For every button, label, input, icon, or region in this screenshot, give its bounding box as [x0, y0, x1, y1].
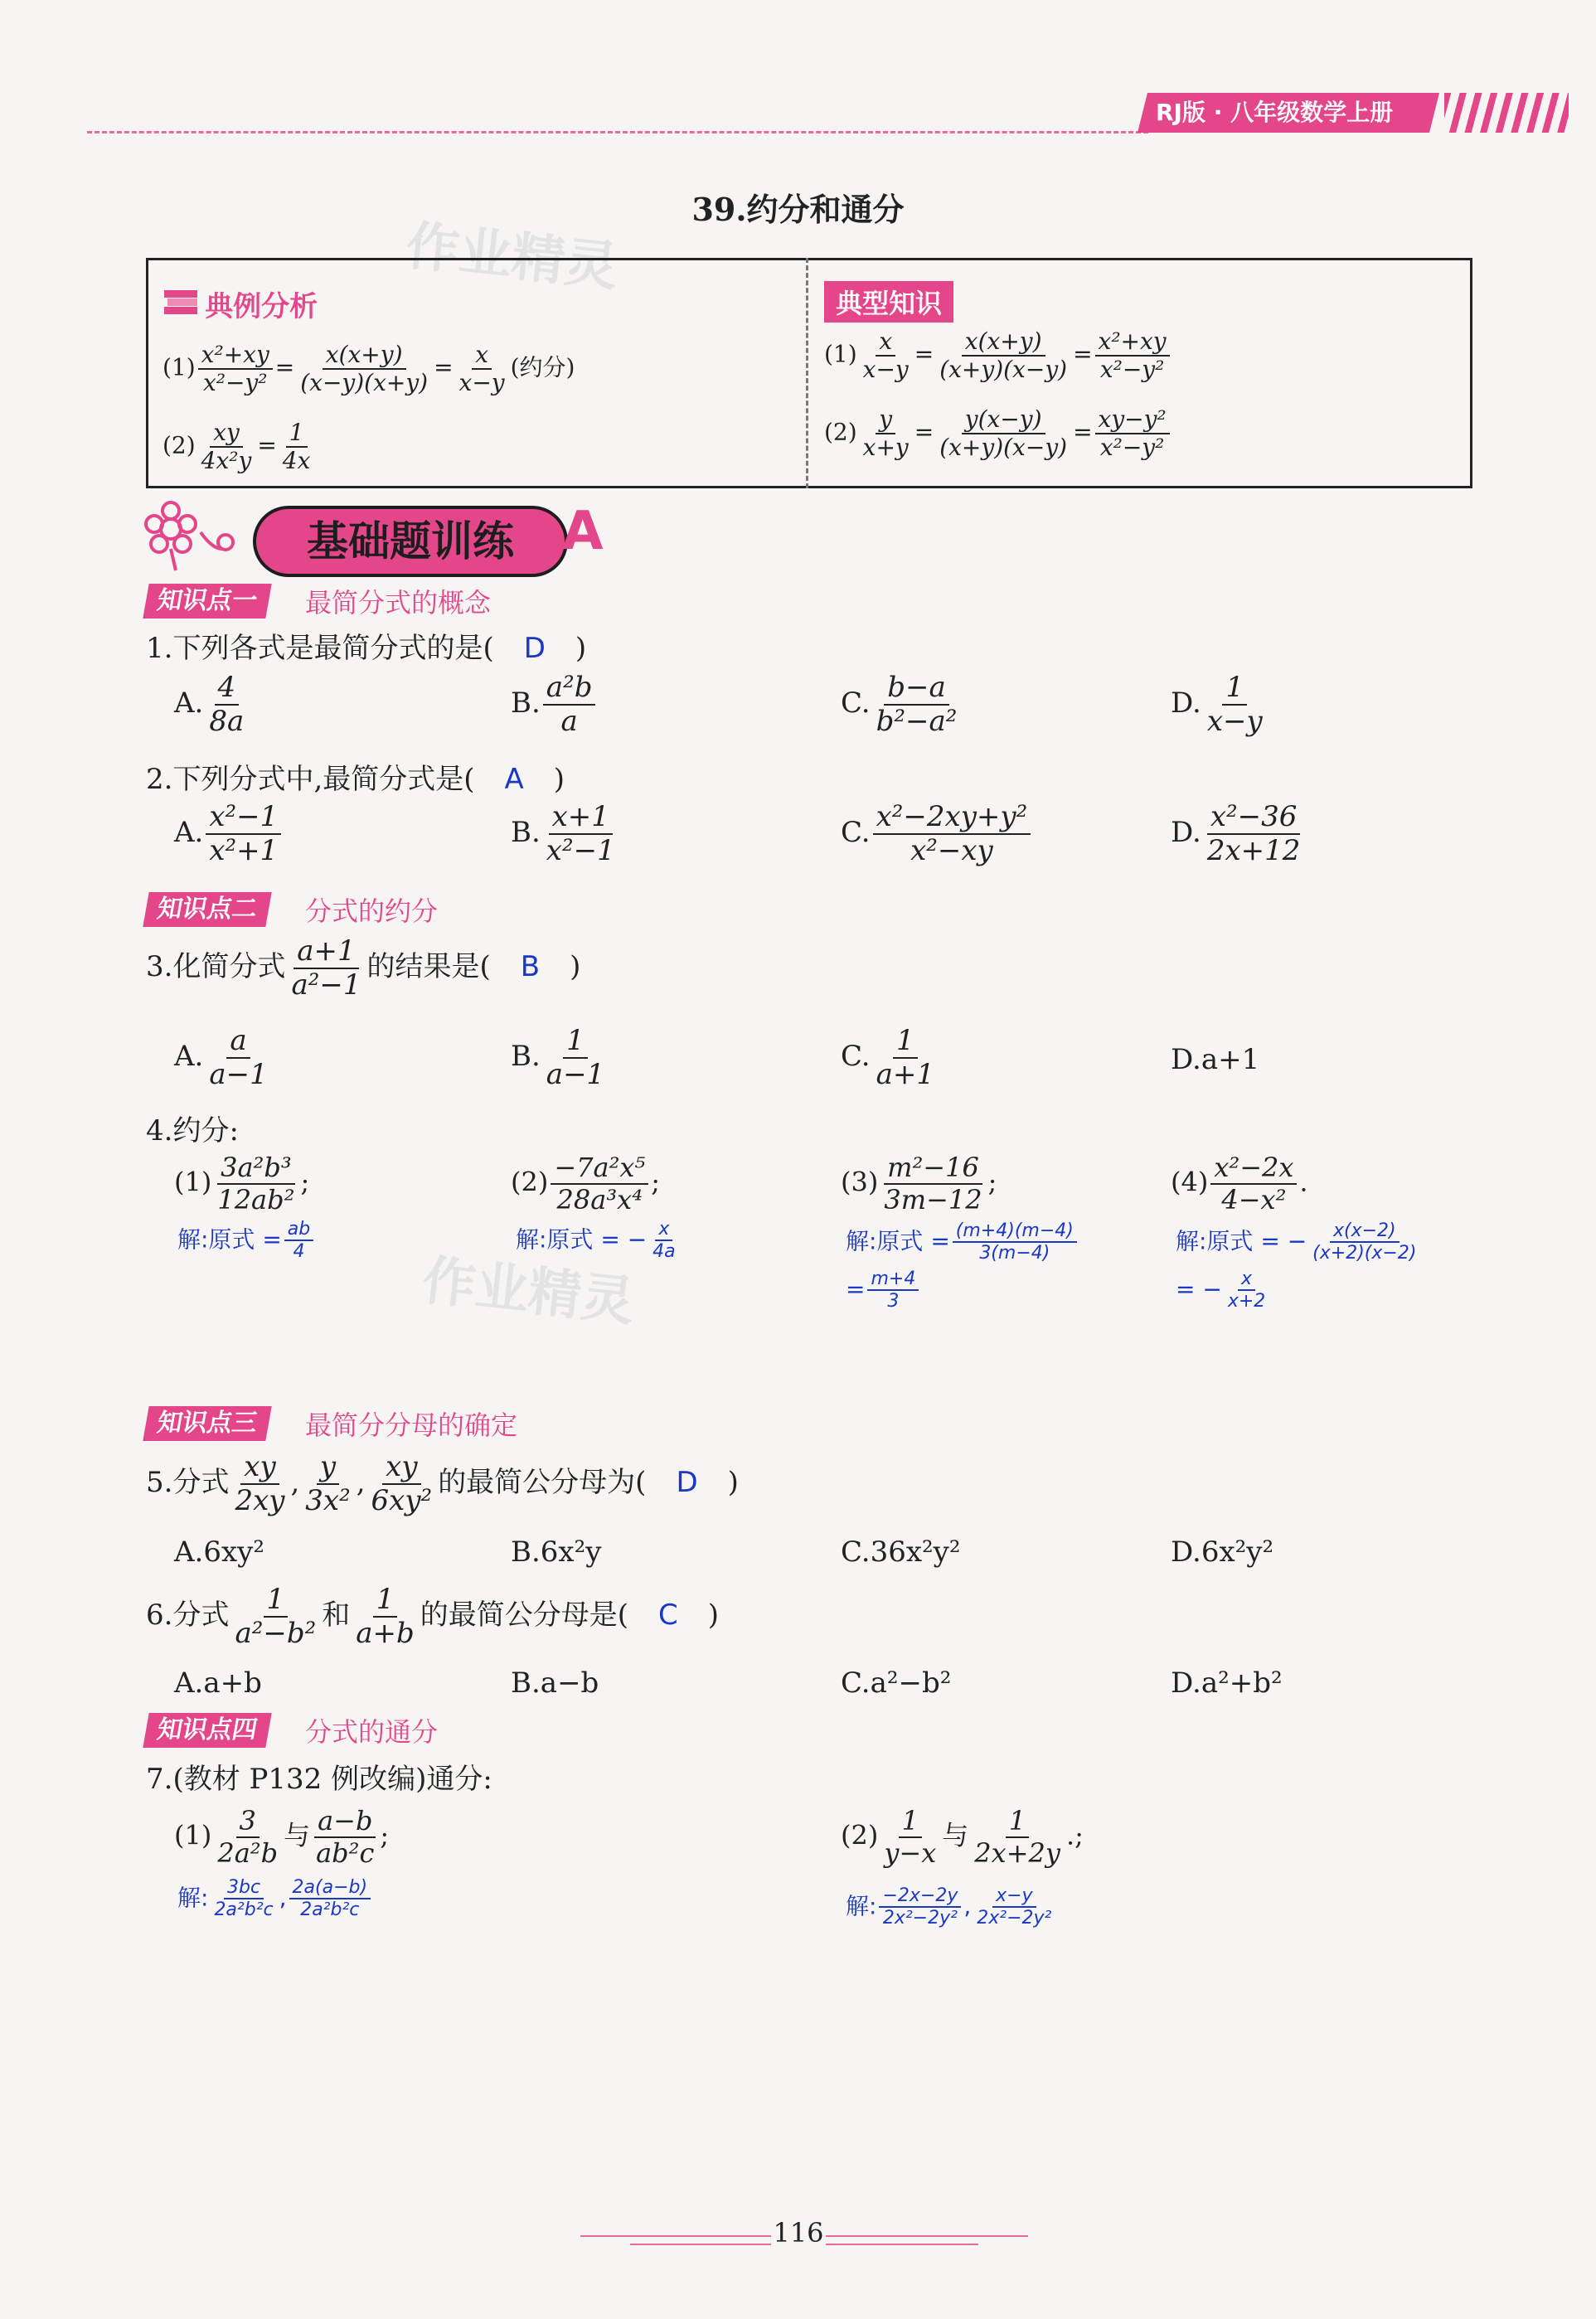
- q2-option-d: D. $\frac{\text{x²−36}}{2x+12}$: [1171, 800, 1301, 868]
- q3-option-d: D.a+1: [1171, 1043, 1260, 1076]
- header-stripes: [1444, 93, 1569, 133]
- q4-part-2: (2) $\frac{\text{−7a²x⁵}}{\text{28a³x⁴}}$ ;: [511, 1152, 661, 1215]
- knowledge-point-2: 知识点二 分式的约分: [146, 890, 438, 929]
- q3-option-b: B. $\frac{1}{a-1}$: [511, 1024, 605, 1092]
- header-dashed-line: [87, 131, 1148, 133]
- q4-solution-3: 解:原式 = $\frac{(m+4)(m-4)}{3(m-4)}$: [846, 1220, 1079, 1264]
- q1-option-b: B. $\frac{\text{a²b}}{a}$: [511, 672, 598, 738]
- q5-option-a: A.6xy²: [174, 1535, 265, 1569]
- answer: C: [658, 1599, 678, 1633]
- question-2: 2.下列分式中,最简分式是( A ): [146, 763, 565, 796]
- q4-solution-1: 解:原式 = $\frac{ab}{4}$: [177, 1219, 316, 1263]
- question-4: 4.约分:: [146, 1114, 239, 1147]
- typical-example-heading: 典例分析: [163, 284, 318, 324]
- q4-solution-4: 解:原式 = − $\frac{x(x-2)}{(x+2)(x-2)}$: [1176, 1220, 1417, 1264]
- q4-solution-2: 解:原式 = − $\frac{x}{4a}$: [516, 1219, 676, 1263]
- q4-part-3: (3) $\frac{\text{m²−16}}{3m-12}$ ;: [841, 1152, 997, 1215]
- page-title: 39.约分和通分: [691, 191, 905, 228]
- header-book-tag: RJ版 · 八年级数学上册: [1138, 93, 1439, 133]
- knowledge-point-1: 知识点一 最简分式的概念: [146, 582, 491, 620]
- q7-part-1: (1) $\frac{3}{\text{2a²b}}$ 与 $\frac{a-b}{\text{ab²c}}$ ;: [174, 1805, 390, 1869]
- q2-option-c: C. $\frac{\text{x²−2xy+y²}}{\text{x²−xy}}$: [841, 801, 1033, 867]
- watermark: 作业精灵: [420, 1249, 638, 1334]
- books-icon: [163, 284, 201, 317]
- section-level: A: [562, 501, 604, 562]
- answer: B: [520, 950, 541, 984]
- q4-part-1: (1) $\frac{\text{3a²b³}}{\text{12ab²}}$ ;: [174, 1152, 310, 1215]
- answer: D: [523, 632, 546, 665]
- q5-option-b: B.6x²y: [511, 1535, 602, 1569]
- q6-option-d: D.a²+b²: [1171, 1666, 1283, 1700]
- typical-knowledge-heading: 典型知识: [824, 281, 953, 323]
- q7-solution-2: 解: $\frac{-2x-2y}{\text{2x²−2y²}}$ , $\frac{x-y}{\text{2x²−2y²}}$: [846, 1885, 1052, 1929]
- knowledge-2: (2) $\frac{y}{x+y}$ = $\frac{y(x-y)}{(x+y)(x-y)}$ = $\frac{\text{xy−y²}}{\text{x²−y²}}$: [824, 406, 1172, 461]
- question-6: 6.分式 $\frac{1}{\text{a²−b²}}$ 和 $\frac{1}{a+b}$ 的最简公分母是( C ): [146, 1583, 720, 1651]
- knowledge-1: (1) $\frac{x}{x-y}$ = $\frac{x(x+y)}{(x+y)(x-y)}$ = $\frac{\text{x²+xy}}{\text{x²−y²}}$: [824, 328, 1172, 383]
- example-box-divider: [806, 258, 808, 488]
- answer: D: [676, 1466, 698, 1500]
- q6-option-a: A.a+b: [174, 1666, 262, 1700]
- knowledge-point-3: 知识点三 最简分分母的确定: [146, 1404, 517, 1443]
- q5-option-d: D.6x²y²: [1171, 1535, 1274, 1569]
- q3-option-a: A. $\frac{a}{a-1}$: [174, 1024, 268, 1092]
- question-1: 1.下列各式是最简分式的是( D ): [146, 632, 587, 665]
- example-1: (1) $\frac{\text{x²+xy}}{\text{x²−y²}}$ = $\frac{x(x+y)}{(x-y)(x+y)}$ = $\frac{x}{x-y}$ (约分): [163, 341, 575, 397]
- knowledge-point-4: 知识点四 分式的通分: [146, 1711, 438, 1749]
- q1-option-a: A. $\frac{4}{8a}$: [174, 671, 245, 739]
- q1-option-c: C. $\frac{b-a}{\text{b²−a²}}$: [841, 671, 958, 739]
- answer: A: [504, 763, 524, 796]
- q6-option-b: B.a−b: [511, 1666, 599, 1700]
- question-5: 5.分式 $\frac{xy}{2xy}$ , $\frac{y}{\text{3x²}}$ , $\frac{xy}{\text{6xy²}}$ 的最简公分母为( D ): [146, 1450, 739, 1518]
- flower-icon: [143, 499, 249, 574]
- q6-option-c: C.a²−b²: [841, 1666, 952, 1700]
- section-banner: 基础题训练: [253, 506, 568, 577]
- example-2: (2) $\frac{xy}{\text{4x²y}}$ = $\frac{1}{4x}$: [163, 419, 311, 475]
- q1-option-d: D. $\frac{1}{x-y}$: [1171, 671, 1263, 739]
- question-7: 7.(教材 P132 例改编)通分:: [146, 1763, 492, 1796]
- watermark: 作业精灵: [403, 215, 621, 299]
- q4-part-4: (4) $\frac{\text{x²−2x}}{\text{4−x²}}$ .: [1171, 1152, 1308, 1215]
- q2-option-b: B. $\frac{x+1}{\text{x²−1}}$: [511, 800, 615, 868]
- q3-option-c: C. $\frac{1}{a+1}$: [841, 1024, 935, 1092]
- q4-solution-4b: = − $\frac{x}{x+2}$: [1176, 1269, 1266, 1312]
- q7-solution-1: 解: $\frac{3bc}{\text{2a²b²c}}$ , $\frac{2a(a-b)}{\text{2a²b²c}}$: [177, 1877, 373, 1921]
- q7-part-2: (2) $\frac{1}{y-x}$ 与 $\frac{1}{2x+2y}$ .;: [841, 1805, 1084, 1869]
- q2-option-a: A. $\frac{\text{x²−1}}{\text{x²+1}}$: [174, 801, 284, 867]
- q4-solution-3b: = $\frac{m+4}{3}$: [846, 1269, 921, 1312]
- question-3: 3.化简分式 $\frac{a+1}{\text{a²−1}}$ 的结果是( B ): [146, 934, 581, 1002]
- q5-option-c: C.36x²y²: [841, 1535, 961, 1569]
- page-number: 116: [771, 2217, 826, 2249]
